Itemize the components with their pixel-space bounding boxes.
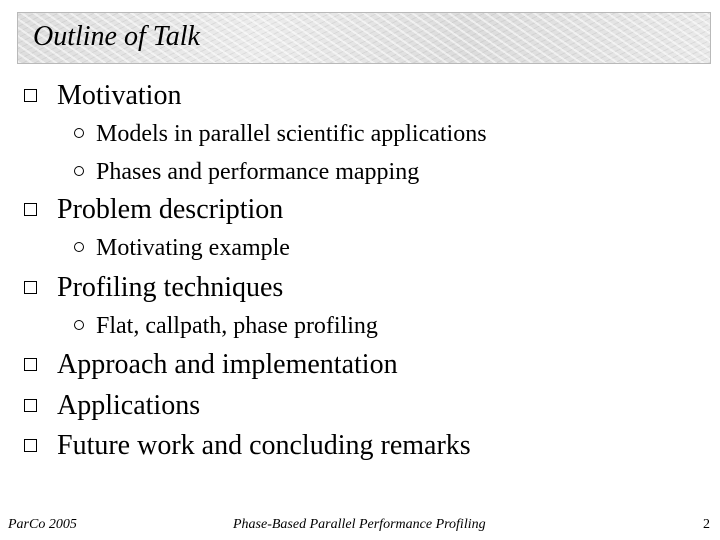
footer-conference: ParCo 2005 <box>8 517 77 532</box>
outline-item-approach <box>24 351 398 379</box>
footer-talk-title: Phase-Based Parallel Performance Profiling <box>233 517 486 532</box>
outline-item-label: Future work and concluding remarks <box>57 430 471 461</box>
outline-subitem <box>74 122 487 146</box>
outline-item-label: Problem description <box>57 194 284 225</box>
circle-bullet-icon <box>74 242 84 252</box>
outline-subitem <box>74 236 290 260</box>
outline-subitem-label: Flat, callpath, phase profiling <box>96 313 378 339</box>
outline-subitem <box>74 314 378 338</box>
title-banner <box>17 12 711 64</box>
outline-item-motivation <box>24 82 181 110</box>
outline-subitem-label: Models in parallel scientific applications <box>96 121 487 147</box>
outline-item-label: Profiling techniques <box>57 272 284 303</box>
square-bullet-icon <box>24 399 37 412</box>
circle-bullet-icon <box>74 166 84 176</box>
outline-item-profiling-techniques <box>24 274 283 302</box>
page-number: 2 <box>703 517 710 532</box>
outline-item-problem-description <box>24 196 283 224</box>
outline-item-label: Applications <box>57 390 201 421</box>
outline-subitem-label: Phases and performance mapping <box>96 159 420 185</box>
outline-item-label: Motivation <box>57 80 182 111</box>
square-bullet-icon <box>24 89 37 102</box>
circle-bullet-icon <box>74 320 84 330</box>
outline-item-applications <box>24 392 200 420</box>
outline-subitem <box>74 160 419 184</box>
outline-item-label: Approach and implementation <box>57 349 398 380</box>
square-bullet-icon <box>24 439 37 452</box>
square-bullet-icon <box>24 358 37 371</box>
square-bullet-icon <box>24 281 37 294</box>
slide-title: Outline of Talk <box>33 21 200 52</box>
square-bullet-icon <box>24 203 37 216</box>
outline-item-future-work <box>24 432 471 460</box>
outline-subitem-label: Motivating example <box>96 235 290 261</box>
circle-bullet-icon <box>74 128 84 138</box>
